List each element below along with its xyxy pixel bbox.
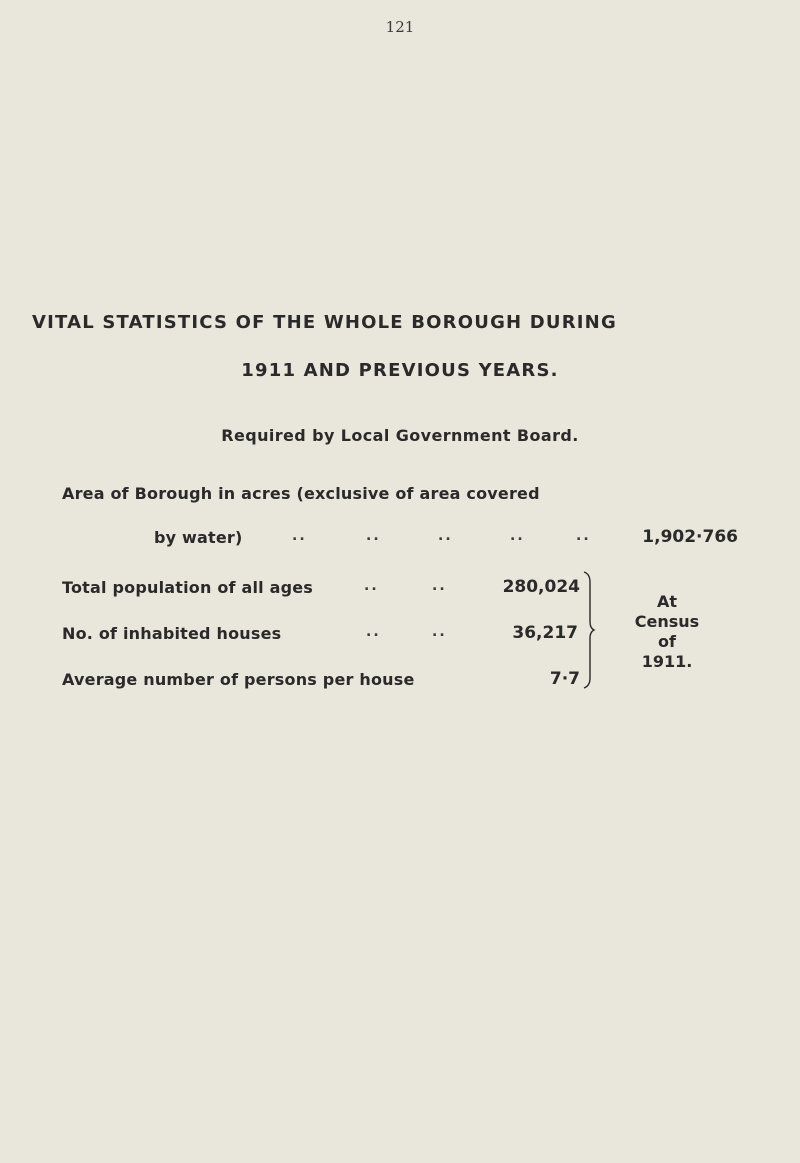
census-note-line: At xyxy=(656,592,678,611)
census-row-value: 280,024 xyxy=(502,577,580,597)
census-note-line: 1911. xyxy=(641,652,693,671)
census-note-line: Census xyxy=(634,612,700,631)
leader-dots: .. xyxy=(432,578,447,594)
leader-dots: .. xyxy=(438,528,453,544)
page-title-line-1: VITAL STATISTICS OF THE WHOLE BOROUGH DURING xyxy=(32,312,617,333)
leader-dots: .. xyxy=(364,578,379,594)
census-note xyxy=(612,592,722,672)
leader-dots: .. xyxy=(576,528,591,544)
census-row-value: 36,217 xyxy=(512,623,578,643)
leader-dots: .. xyxy=(366,624,381,640)
census-row-label: Total population of all ages xyxy=(62,578,314,597)
area-value: 1,902·766 xyxy=(642,527,738,547)
area-label-line-2: by water) xyxy=(154,528,243,547)
subtitle: Required by Local Government Board. xyxy=(221,426,579,445)
right-brace xyxy=(582,570,598,690)
leader-dots: .. xyxy=(432,624,447,640)
area-label-line-1: Area of Borough in acres (exclusive of area covered xyxy=(62,484,540,503)
leader-dots: .. xyxy=(292,528,307,544)
census-row-label: Average number of persons per house xyxy=(62,670,415,689)
census-row-value: 7·7 xyxy=(549,669,580,689)
page-number: 121 xyxy=(385,18,415,36)
census-row-label: No. of inhabited houses xyxy=(62,624,282,643)
census-note-line: of xyxy=(658,632,676,651)
leader-dots: .. xyxy=(510,528,525,544)
leader-dots: .. xyxy=(366,528,381,544)
page-title-line-2: 1911 AND PREVIOUS YEARS. xyxy=(241,360,559,381)
